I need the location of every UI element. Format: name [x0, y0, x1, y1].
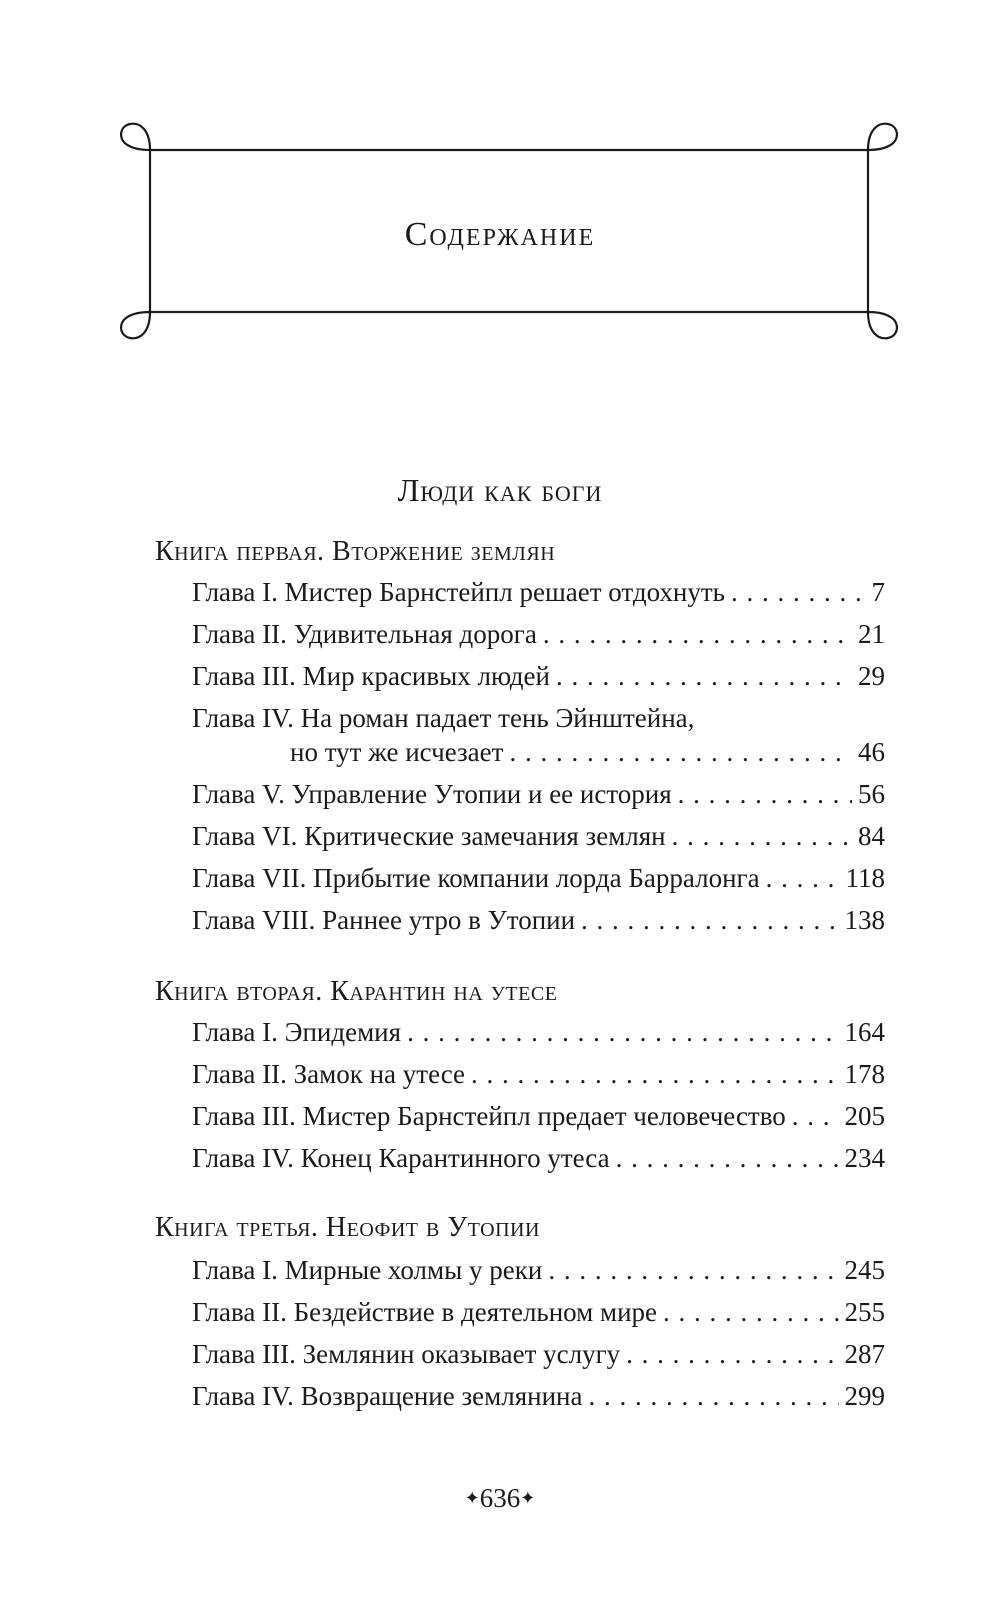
toc-entry[interactable] [192, 816, 885, 856]
dot-leader [766, 858, 840, 898]
toc-entry[interactable] [290, 732, 885, 772]
chapter-label: Глава I. Мирные холмы у реки [192, 1255, 543, 1285]
page-number: 245 [844, 1255, 885, 1285]
star-ornament-icon: ✦ [520, 1488, 536, 1508]
chapter-label: Глава II. Удивительная дорога [192, 619, 537, 649]
toc-entry[interactable] [192, 774, 885, 814]
chapter-label: Глава VII. Прибытие компании лорда Барралонга [192, 863, 760, 893]
toc-entry[interactable] [192, 656, 885, 696]
chapter-label: Глава IV. Возвращение землянина [192, 1381, 583, 1411]
dot-leader [509, 732, 852, 772]
chapter-label: Глава III. Мир красивых людей [192, 661, 550, 691]
dot-leader [543, 614, 852, 654]
page-number: 29 [858, 661, 885, 691]
chapter-label[interactable]: Глава IV. На роман падает тень Эйнштейна, [192, 703, 695, 733]
page-number: 46 [858, 737, 885, 767]
dot-leader [581, 900, 838, 940]
chapter-label-continued: но тут же исчезает [290, 737, 504, 767]
page-number: 7 [871, 577, 885, 607]
page-title: Содержание [404, 216, 596, 253]
chapter-label: Глава VIII. Раннее утро в Утопии [192, 905, 576, 935]
book-title: Книга первая. Вторжение землян [155, 536, 556, 567]
page-number: 118 [845, 863, 885, 893]
chapter-label: Глава I. Мистер Барнстейпл решает отдохнуть [192, 577, 725, 607]
dot-leader [672, 816, 852, 856]
book-title: Книга третья. Неофит в Утопии [155, 1212, 540, 1243]
chapter-label: Глава III. Землянин оказывает услугу [192, 1339, 621, 1369]
page-number: 287 [844, 1339, 885, 1369]
chapter-label: Глава V. Управление Утопии и ее история [192, 779, 672, 809]
chapter-label: Глава VI. Критические замечания землян [192, 821, 666, 851]
toc-entry[interactable] [192, 1292, 885, 1332]
chapter-label: Глава II. Бездействие в деятельном мире [192, 1297, 658, 1327]
dot-leader [626, 1334, 838, 1374]
dot-leader [616, 1138, 839, 1178]
chapter-label: Глава III. Мистер Барнстейпл предает человечество [192, 1101, 786, 1131]
page-number: 234 [844, 1143, 885, 1173]
toc-entry[interactable] [192, 1012, 885, 1052]
page-number: 56 [858, 779, 885, 809]
toc-entry[interactable] [192, 1376, 885, 1416]
page-number: 138 [844, 905, 885, 935]
book-title: Книга вторая. Карантин на утесе [155, 976, 558, 1007]
toc-entry[interactable] [192, 572, 885, 612]
chapter-label: Глава IV. Конец Карантинного утеса [192, 1143, 610, 1173]
page-number: 255 [844, 1297, 885, 1327]
dot-leader [407, 1012, 838, 1052]
page-number: 21 [858, 619, 885, 649]
heading-frame [0, 0, 1000, 400]
dot-leader [678, 774, 852, 814]
dot-leader [556, 656, 852, 696]
folio-number: 636 [479, 1483, 521, 1513]
toc-entry[interactable] [192, 1250, 885, 1290]
dot-leader [588, 1376, 838, 1416]
page-number: 205 [844, 1101, 885, 1131]
page-number: 299 [844, 1381, 885, 1411]
page-number: 84 [858, 821, 885, 851]
dot-leader [471, 1054, 838, 1094]
toc-entry[interactable] [192, 1054, 885, 1094]
page-folio [0, 1478, 1000, 1518]
toc-entry[interactable] [192, 858, 885, 898]
ornamental-frame-icon [0, 0, 1000, 400]
star-ornament-icon: ✦ [464, 1488, 480, 1508]
toc-entry[interactable] [192, 1138, 885, 1178]
dot-leader [731, 572, 866, 612]
toc-entry[interactable] [192, 614, 885, 654]
page-number: 164 [844, 1017, 885, 1047]
toc-entry[interactable] [192, 1334, 885, 1374]
toc-entry[interactable] [192, 1096, 885, 1136]
chapter-label: Глава I. Эпидемия [192, 1017, 402, 1047]
dot-leader [663, 1292, 838, 1332]
page-number: 178 [844, 1059, 885, 1089]
dot-leader [548, 1250, 838, 1290]
chapter-label: Глава II. Замок на утесе [192, 1059, 466, 1089]
work-title: Люди как боги [397, 472, 603, 508]
dot-leader [792, 1096, 839, 1136]
toc-entry[interactable] [192, 900, 885, 940]
